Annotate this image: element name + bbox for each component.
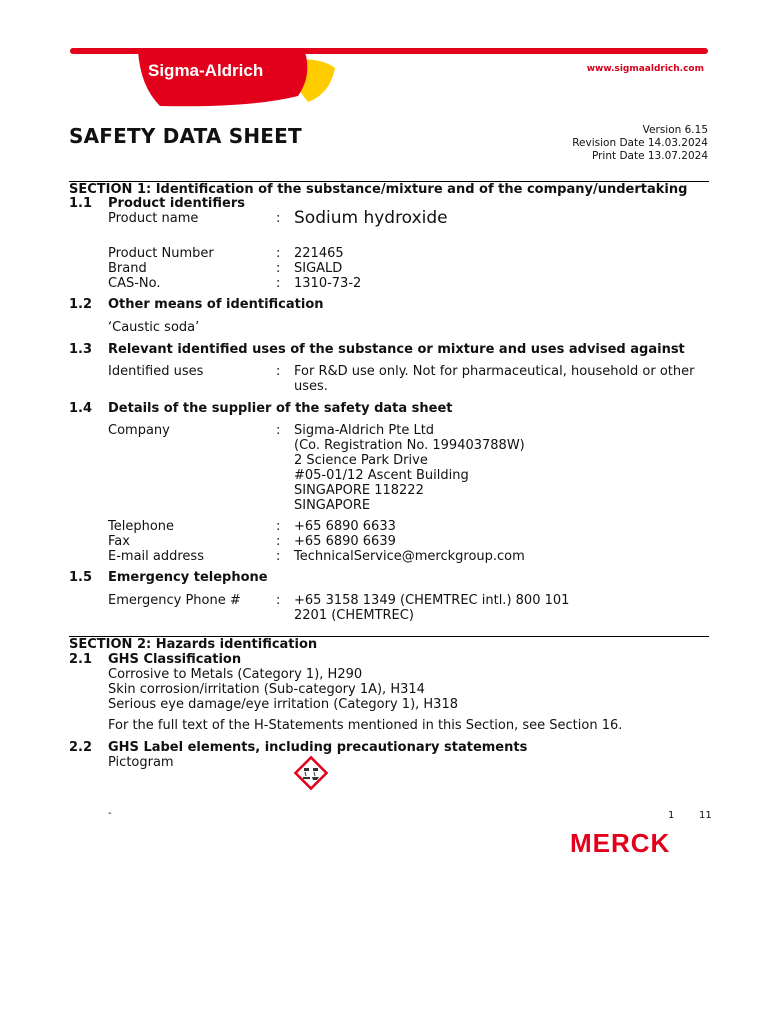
colon: : bbox=[276, 423, 281, 438]
company-line: Sigma-Aldrich Pte Ltd bbox=[294, 423, 435, 438]
s11-title: Product identifiers bbox=[108, 196, 245, 211]
telephone-value: +65 6890 6633 bbox=[294, 519, 396, 534]
s22-title: GHS Label elements, including precautionary statements bbox=[108, 740, 528, 755]
emergency-label: Emergency Phone # bbox=[108, 593, 241, 608]
brand-value: SIGALD bbox=[294, 261, 343, 276]
email-label: E-mail address bbox=[108, 549, 204, 564]
identified-uses-line2: uses. bbox=[294, 379, 328, 394]
page-total: 11 bbox=[699, 810, 712, 821]
brand-label: Brand bbox=[108, 261, 147, 276]
product-name-value: Sodium hydroxide bbox=[294, 208, 448, 228]
emergency-line1: +65 3158 1349 (CHEMTREC intl.) 800 101 bbox=[294, 593, 570, 608]
cas-value: 1310-73-2 bbox=[294, 276, 362, 291]
footer-dash: - bbox=[108, 808, 112, 819]
email-value[interactable]: TechnicalService@merckgroup.com bbox=[294, 549, 525, 564]
product-name-label: Product name bbox=[108, 211, 199, 226]
other-means-value: ‘Caustic soda’ bbox=[108, 320, 200, 335]
section2-heading: SECTION 2: Hazards identification bbox=[69, 637, 318, 652]
s22-number: 2.2 bbox=[69, 740, 93, 755]
product-number-label: Product Number bbox=[108, 246, 214, 261]
ghs05-corrosion-icon bbox=[292, 754, 330, 792]
colon: : bbox=[276, 534, 281, 549]
s21-number: 2.1 bbox=[69, 652, 93, 667]
identified-uses-value bbox=[294, 364, 694, 394]
s13-title: Relevant identified uses of the substance or mixture and uses advised against bbox=[108, 342, 685, 357]
classification-item: Serious eye damage/eye irritation (Category 1), H318 bbox=[108, 697, 458, 712]
document-title: SAFETY DATA SHEET bbox=[69, 124, 302, 148]
emergency-value bbox=[294, 593, 569, 623]
colon: : bbox=[276, 549, 281, 564]
classification-item: Skin corrosion/irritation (Sub-category 1A), H314 bbox=[108, 682, 425, 697]
cas-label: CAS-No. bbox=[108, 276, 161, 291]
product-number-value: 221465 bbox=[294, 246, 344, 261]
s21-title: GHS Classification bbox=[108, 652, 242, 667]
colon: : bbox=[276, 246, 281, 261]
company-line: SINGAPORE bbox=[294, 498, 371, 513]
section1-heading: SECTION 1: Identification of the substance/mixture and of the company/undertaking bbox=[69, 182, 688, 197]
colon: : bbox=[276, 364, 281, 379]
version: Version 6.15 bbox=[642, 124, 708, 136]
svg-text:Sigma-Aldrich: Sigma-Aldrich bbox=[148, 61, 264, 80]
colon: : bbox=[276, 211, 281, 226]
colon: : bbox=[276, 276, 281, 291]
company-line: #05-01/12 Ascent Building bbox=[294, 468, 469, 483]
company-line: (Co. Registration No. 199403788W) bbox=[294, 438, 525, 453]
revision-date: Revision Date 14.03.2024 bbox=[572, 137, 708, 149]
sigma-aldrich-logo bbox=[130, 46, 340, 110]
revision-info bbox=[572, 124, 708, 163]
s14-number: 1.4 bbox=[69, 401, 93, 416]
classification-item: Corrosive to Metals (Category 1), H290 bbox=[108, 667, 363, 682]
pictogram-label: Pictogram bbox=[108, 755, 174, 770]
website-link[interactable]: www.sigmaaldrich.com bbox=[586, 64, 704, 74]
emergency-line2: 2201 (CHEMTREC) bbox=[294, 608, 414, 623]
print-date: Print Date 13.07.2024 bbox=[591, 150, 708, 162]
s15-number: 1.5 bbox=[69, 570, 93, 585]
h-statements-note: For the full text of the H-Statements mentioned in this Section, see Section 16. bbox=[108, 718, 623, 733]
svg-text:MERCK: MERCK bbox=[570, 830, 671, 856]
company-address bbox=[294, 423, 525, 513]
s15-title: Emergency telephone bbox=[108, 570, 268, 585]
page-number: 1 bbox=[668, 810, 675, 821]
colon: : bbox=[276, 593, 281, 608]
company-label: Company bbox=[108, 423, 170, 438]
company-line: 2 Science Park Drive bbox=[294, 453, 428, 468]
s14-title: Details of the supplier of the safety data sheet bbox=[108, 401, 453, 416]
telephone-label: Telephone bbox=[108, 519, 175, 534]
colon: : bbox=[276, 261, 281, 276]
identified-uses-line1: For R&D use only. Not for pharmaceutical, household or other bbox=[294, 364, 695, 379]
colon: : bbox=[276, 519, 281, 534]
identified-uses-label: Identified uses bbox=[108, 364, 204, 379]
company-line: SINGAPORE 118222 bbox=[294, 483, 424, 498]
fax-label: Fax bbox=[108, 534, 130, 549]
s13-number: 1.3 bbox=[69, 342, 93, 357]
ghs-classification-list bbox=[108, 667, 458, 712]
merck-logo bbox=[570, 830, 716, 856]
s12-number: 1.2 bbox=[69, 297, 93, 312]
s12-title: Other means of identification bbox=[108, 297, 324, 312]
s11-number: 1.1 bbox=[69, 196, 93, 211]
fax-value: +65 6890 6639 bbox=[294, 534, 396, 549]
